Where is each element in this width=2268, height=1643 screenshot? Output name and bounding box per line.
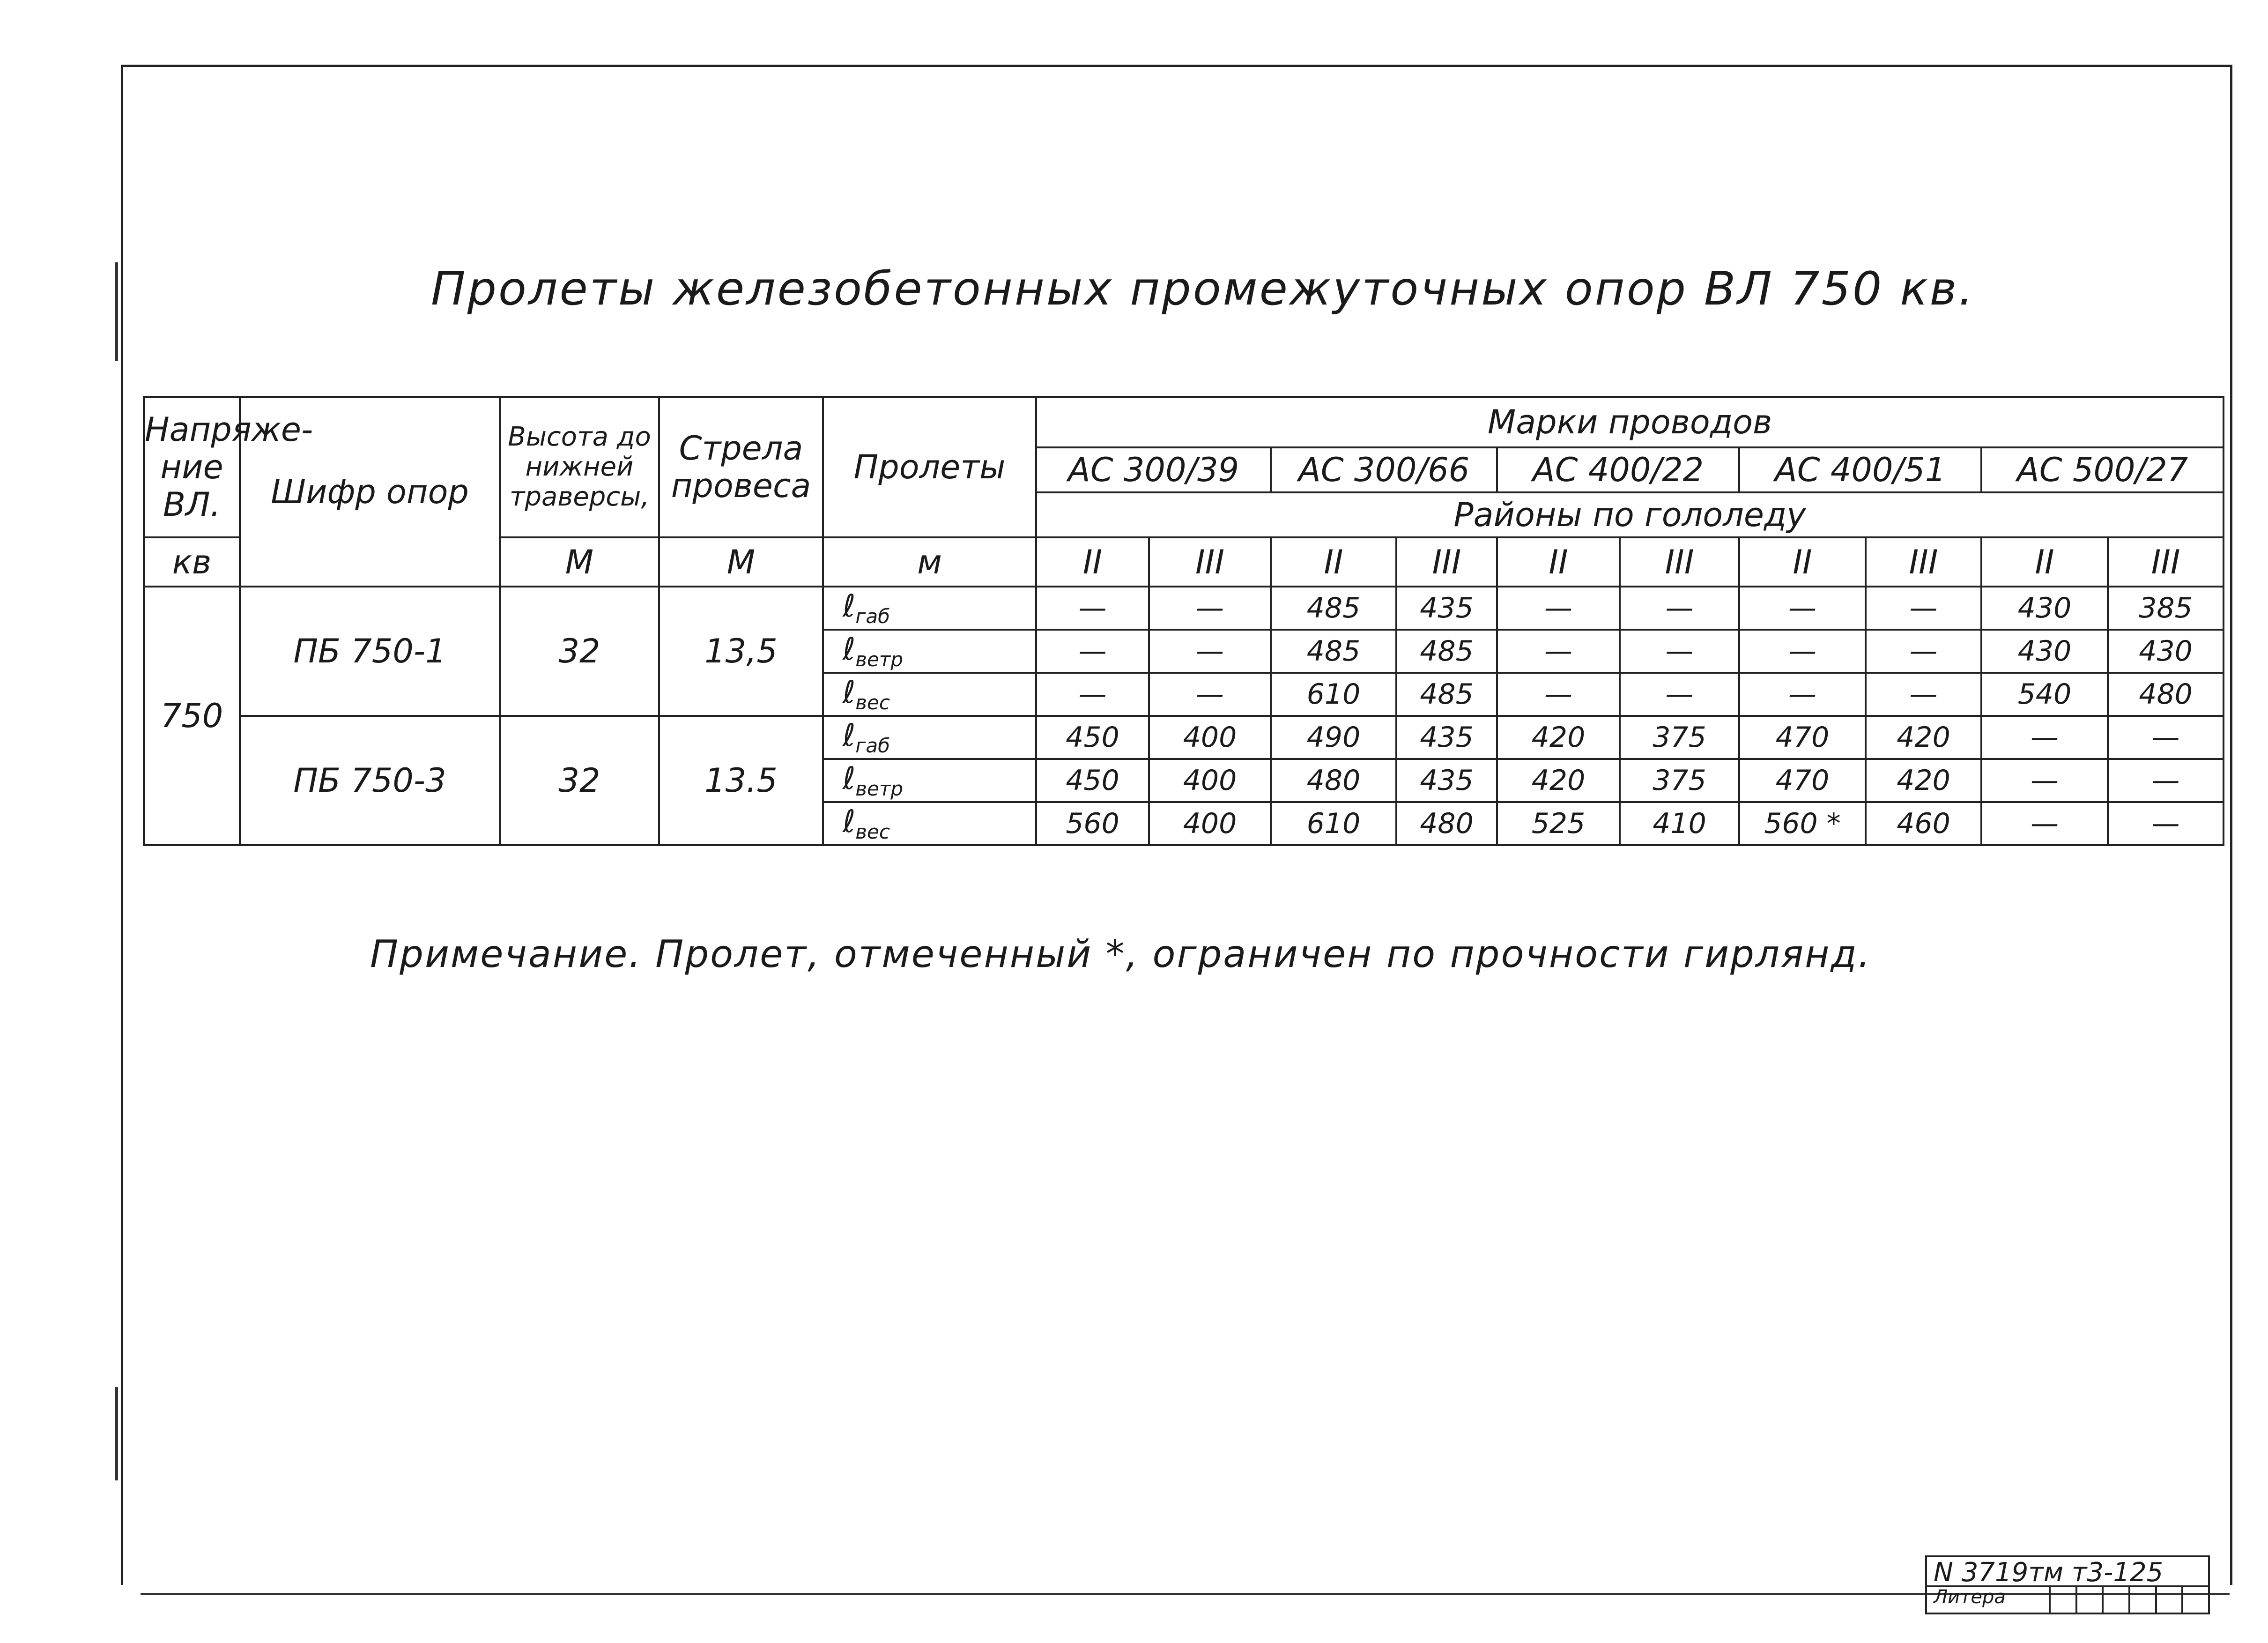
value-cell: 610 [1271, 673, 1396, 716]
height-cell: 32 [500, 716, 659, 845]
height-header: Высота до нижней траверсы, [500, 397, 659, 537]
region-code: III [1866, 537, 1981, 587]
height-unit: М [500, 537, 659, 587]
value-cell: 610 [1271, 802, 1396, 845]
regions-header: Районы по гололеду [1036, 492, 2224, 537]
value-cell: 435 [1396, 716, 1497, 759]
value-cell: 480 [2108, 673, 2224, 716]
litera-cells [2049, 1585, 2208, 1613]
value-cell: 485 [1396, 630, 1497, 673]
value-cell: — [1149, 630, 1271, 673]
table-row [144, 587, 2224, 630]
value-cell: — [1036, 630, 1149, 673]
spans-table [143, 396, 2224, 846]
value-cell: — [1149, 587, 1271, 630]
litera-cell [2155, 1585, 2182, 1613]
region-code: III [1149, 537, 1271, 587]
span-type: ℓ$_{габ}$ [823, 716, 1036, 759]
spans-unit: м [823, 537, 1036, 587]
value-cell: 480 [1396, 802, 1497, 845]
voltage-value: 750 [144, 587, 240, 845]
region-code: II [1981, 537, 2108, 587]
bottom-rule [141, 1593, 2230, 1595]
value-cell: 470 [1739, 759, 1866, 802]
value-cell: 485 [1396, 673, 1497, 716]
region-code: III [1620, 537, 1739, 587]
span-type: ℓ$_{ветр}$ [823, 630, 1036, 673]
edge-mark [115, 262, 118, 361]
litera-cell [2181, 1585, 2208, 1613]
value-cell: 435 [1396, 587, 1497, 630]
span-type: ℓ$_{габ}$ [823, 587, 1036, 630]
span-type: ℓ$_{вес}$ [823, 673, 1036, 716]
value-cell: — [2108, 802, 2224, 845]
value-cell: 420 [1497, 759, 1620, 802]
span-type: ℓ$_{ветр}$ [823, 759, 1036, 802]
litera-cell [2102, 1585, 2128, 1613]
height-cell: 32 [500, 587, 659, 716]
value-cell: 560 * [1739, 802, 1866, 845]
value-cell: 560 [1036, 802, 1149, 845]
value-cell: 375 [1620, 716, 1739, 759]
value-cell: — [1497, 630, 1620, 673]
sag-header: Стрела провеса [659, 397, 823, 537]
value-cell: — [1866, 587, 1981, 630]
value-cell: — [1739, 587, 1866, 630]
value-cell: — [1981, 802, 2108, 845]
value-cell: 420 [1866, 759, 1981, 802]
title-block-stamp [1925, 1555, 2210, 1614]
sag-unit: М [659, 537, 823, 587]
value-cell: 450 [1036, 759, 1149, 802]
value-cell: 485 [1271, 630, 1396, 673]
brand-header: АС 400/51 [1739, 447, 1981, 492]
value-cell: — [1981, 716, 2108, 759]
region-code: II [1271, 537, 1396, 587]
value-cell: 400 [1149, 716, 1271, 759]
value-cell: 480 [1271, 759, 1396, 802]
value-cell: 540 [1981, 673, 2108, 716]
value-cell: — [1149, 673, 1271, 716]
value-cell: — [1497, 673, 1620, 716]
region-code: III [2108, 537, 2224, 587]
value-cell: 460 [1866, 802, 1981, 845]
value-cell: 400 [1149, 759, 1271, 802]
wire-brands-header: Марки проводов [1036, 397, 2224, 447]
litera-cell [2128, 1585, 2155, 1613]
value-cell: — [2108, 759, 2224, 802]
value-cell: 470 [1739, 716, 1866, 759]
brand-header: АС 500/27 [1981, 447, 2224, 492]
value-cell: — [2108, 716, 2224, 759]
edge-mark [115, 1387, 118, 1480]
value-cell: 430 [1981, 630, 2108, 673]
litera-cell [2049, 1585, 2075, 1613]
brand-header: АС 300/66 [1271, 447, 1497, 492]
cipher-cell: ПБ 750-1 [240, 587, 500, 716]
value-cell: — [1620, 587, 1739, 630]
voltage-header: Напряже-ние ВЛ. [144, 397, 240, 537]
value-cell: — [1866, 630, 1981, 673]
page-title: Пролеты железобетонных промежуточных опор ВЛ 750 кв. [431, 262, 1975, 316]
value-cell: 450 [1036, 716, 1149, 759]
cipher-header: Шифр опор [240, 397, 500, 587]
region-code: II [1497, 537, 1620, 587]
value-cell: 435 [1396, 759, 1497, 802]
value-cell: 385 [2108, 587, 2224, 630]
region-code: II [1739, 537, 1866, 587]
value-cell: — [1036, 673, 1149, 716]
spans-header: Пролеты [823, 397, 1036, 537]
value-cell: 430 [2108, 630, 2224, 673]
value-cell: 490 [1271, 716, 1396, 759]
value-cell: — [1981, 759, 2108, 802]
document-number: N 3719тм т3-125 [1934, 1557, 2164, 1588]
value-cell: — [1620, 673, 1739, 716]
value-cell: 375 [1620, 759, 1739, 802]
litera-cell [2075, 1585, 2102, 1613]
value-cell: 420 [1497, 716, 1620, 759]
value-cell: 430 [1981, 587, 2108, 630]
value-cell: 410 [1620, 802, 1739, 845]
value-cell: — [1739, 673, 1866, 716]
value-cell: 525 [1497, 802, 1620, 845]
cipher-cell: ПБ 750-3 [240, 716, 500, 845]
table-row [144, 716, 2224, 759]
value-cell: — [1036, 587, 1149, 630]
note-text: Примечание. Пролет, отмеченный *, ограничен по прочности гирлянд. [370, 932, 1872, 976]
value-cell: 420 [1866, 716, 1981, 759]
value-cell: 400 [1149, 802, 1271, 845]
region-code: II [1036, 537, 1149, 587]
value-cell: — [1620, 630, 1739, 673]
value-cell: — [1497, 587, 1620, 630]
litera-label: Литера [1934, 1586, 2006, 1608]
sag-cell: 13,5 [659, 587, 823, 716]
value-cell: 485 [1271, 587, 1396, 630]
voltage-unit: кв [144, 537, 240, 587]
brand-header: АС 400/22 [1497, 447, 1739, 492]
sag-cell: 13.5 [659, 716, 823, 845]
span-type: ℓ$_{вес}$ [823, 802, 1036, 845]
value-cell: — [1739, 630, 1866, 673]
brand-header: АС 300/39 [1036, 447, 1271, 492]
value-cell: — [1866, 673, 1981, 716]
region-code: III [1396, 537, 1497, 587]
